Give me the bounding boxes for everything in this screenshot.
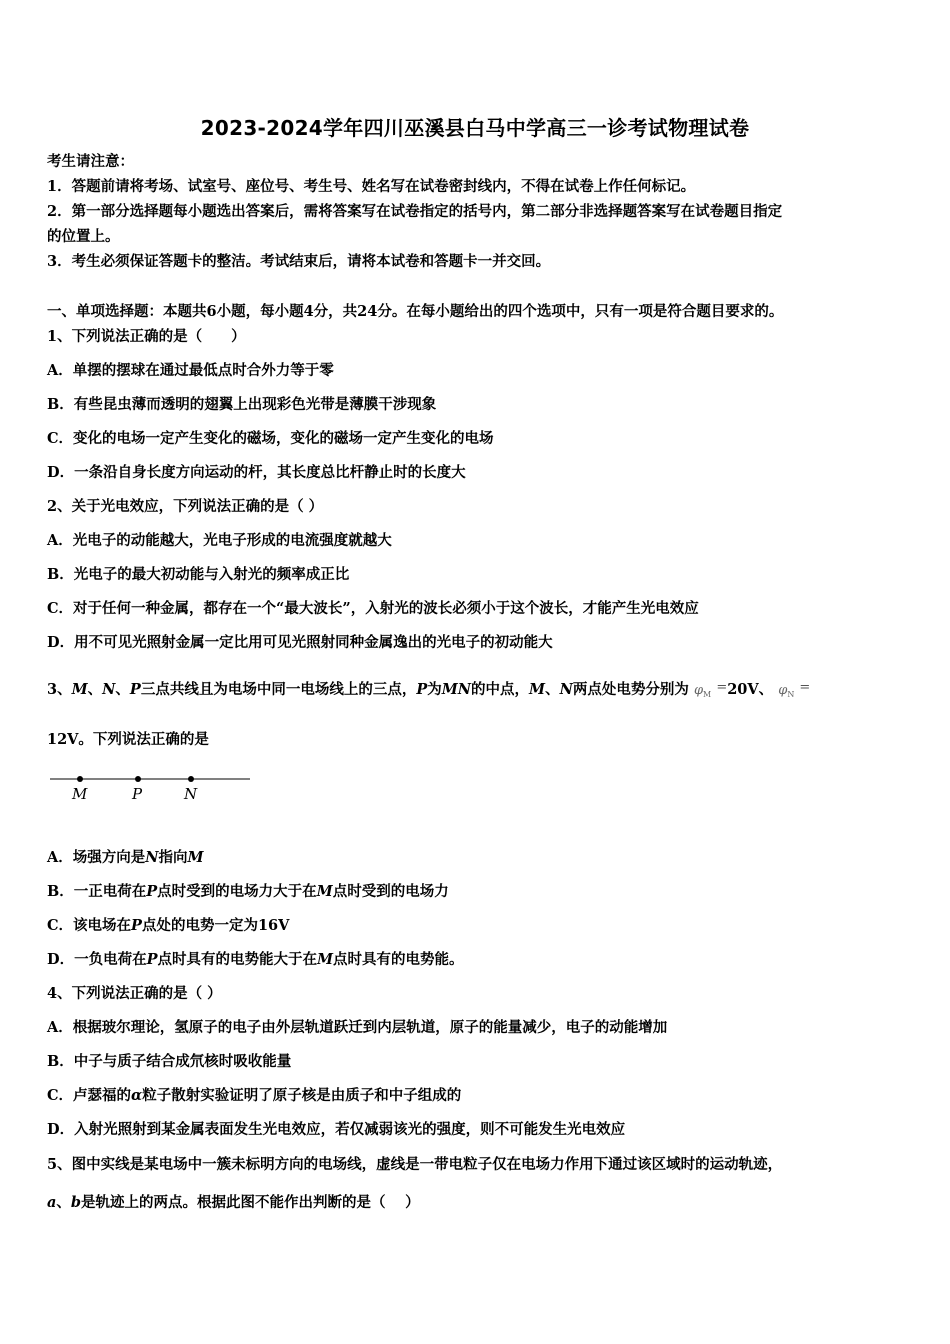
point-n [188, 776, 194, 782]
q1-option-a: A．单摆的摆球在通过最低点时合外力等于零 [47, 362, 334, 379]
notice-heading: 考生请注意： [47, 153, 134, 170]
notice-item-3: 3．考生必须保证答题卡的整洁。考试结束后，请将本试卷和答题卡一并交回。 [47, 253, 551, 270]
phi-m-symbol: φ [693, 683, 704, 698]
q2-stem: 2、关于光电效应，下列说法正确的是（ ） [47, 498, 324, 515]
q5-stem-line2: a、b是轨迹上的两点。根据此图不能作出判断的是（ ） [47, 1194, 420, 1211]
q1-option-d: D．一条沿自身长度方向运动的杆，其长度总比杆静止时的长度大 [47, 464, 466, 481]
q1-stem: 1、下列说法正确的是（ ） [47, 328, 246, 345]
point-p [135, 776, 141, 782]
q3-option-c: C．该电场在P点处的电势一定为16V [47, 917, 290, 934]
label-m: M [72, 785, 88, 803]
section-heading: 一、单项选择题：本题共6小题，每小题4分，共24分。在每小题给出的四个选项中，只有一项是符合题目要求的。 [47, 303, 784, 320]
q2-option-b: B．光电子的最大初动能与入射光的频率成正比 [47, 566, 350, 583]
q1-option-c: C．变化的电场一定产生变化的磁场，变化的磁场一定产生变化的电场 [47, 430, 494, 447]
q1-option-b: B．有些昆虫薄而透明的翅翼上出现彩色光带是薄膜干涉现象 [47, 396, 437, 413]
notice-item-2: 2．第一部分选择题每小题选出答案后，需将答案写在试卷指定的括号内，第二部分非选择题答案写在试卷题目指定 [47, 203, 783, 220]
q4-option-a: A．根据玻尔理论，氢原子的电子由外层轨道跃迁到内层轨道，原子的能量减少，电子的动能增加 [47, 1019, 668, 1036]
q4-option-c: C．卢瑟福的α粒子散射实验证明了原子核是由质子和中子组成的 [47, 1087, 462, 1104]
exam-title: 2023-2024学年四川巫溪县白马中学高三一诊考试物理试卷 [200, 116, 750, 140]
q4-option-b: B．中子与质子结合成氘核时吸收能量 [47, 1053, 292, 1070]
q2-option-c: C．对于任何一种金属，都存在一个“最大波长”，入射光的波长必须小于这个波长，才能产生光电效应 [47, 600, 699, 617]
q3-option-d: D．一负电荷在P点时具有的电势能大于在M点时具有的电势能。 [47, 951, 464, 968]
q3-option-b: B．一正电荷在P点时受到的电场力大于在M点时受到的电场力 [47, 883, 449, 900]
q5-stem-line1: 5、图中实线是某电场中一簇未标明方向的电场线，虚线是一带电粒子仅在电场力作用下通过该区域时的运动轨迹， [47, 1156, 783, 1173]
point-m [77, 776, 83, 782]
q2-option-a: A．光电子的动能越大，光电子形成的电流强度就越大 [47, 532, 392, 549]
field-line-diagram [50, 768, 260, 808]
label-p: P [132, 785, 143, 803]
phi-n-symbol: φ [778, 683, 788, 698]
q3-option-a: A．场强方向是N指向M [47, 849, 204, 866]
label-n: N [184, 785, 198, 803]
q4-option-d: D．入射光照射到某金属表面发生光电效应，若仅减弱该光的强度，则不可能发生光电效应 [47, 1121, 626, 1138]
q4-stem: 4、下列说法正确的是（ ） [47, 985, 222, 1002]
q3-stem-line1: 3、M、N、P三点共线且为电场中同一电场线上的三点，P为MN的中点，M、N两点处电势分别为 $\varphi_M =20V$、 $\varphi_N$ = [47, 680, 811, 699]
q3-stem-line2: 12V。下列说法正确的是 [47, 731, 209, 748]
notice-item-1: 1．答题前请将考场、试室号、座位号、考生号、姓名写在试卷密封线内，不得在试卷上作任何标记。 [47, 178, 696, 195]
notice-item-2-cont: 的位置上。 [47, 228, 120, 245]
q2-option-d: D．用不可见光照射金属一定比用可见光照射同种金属逸出的光电子的初动能大 [47, 634, 553, 651]
